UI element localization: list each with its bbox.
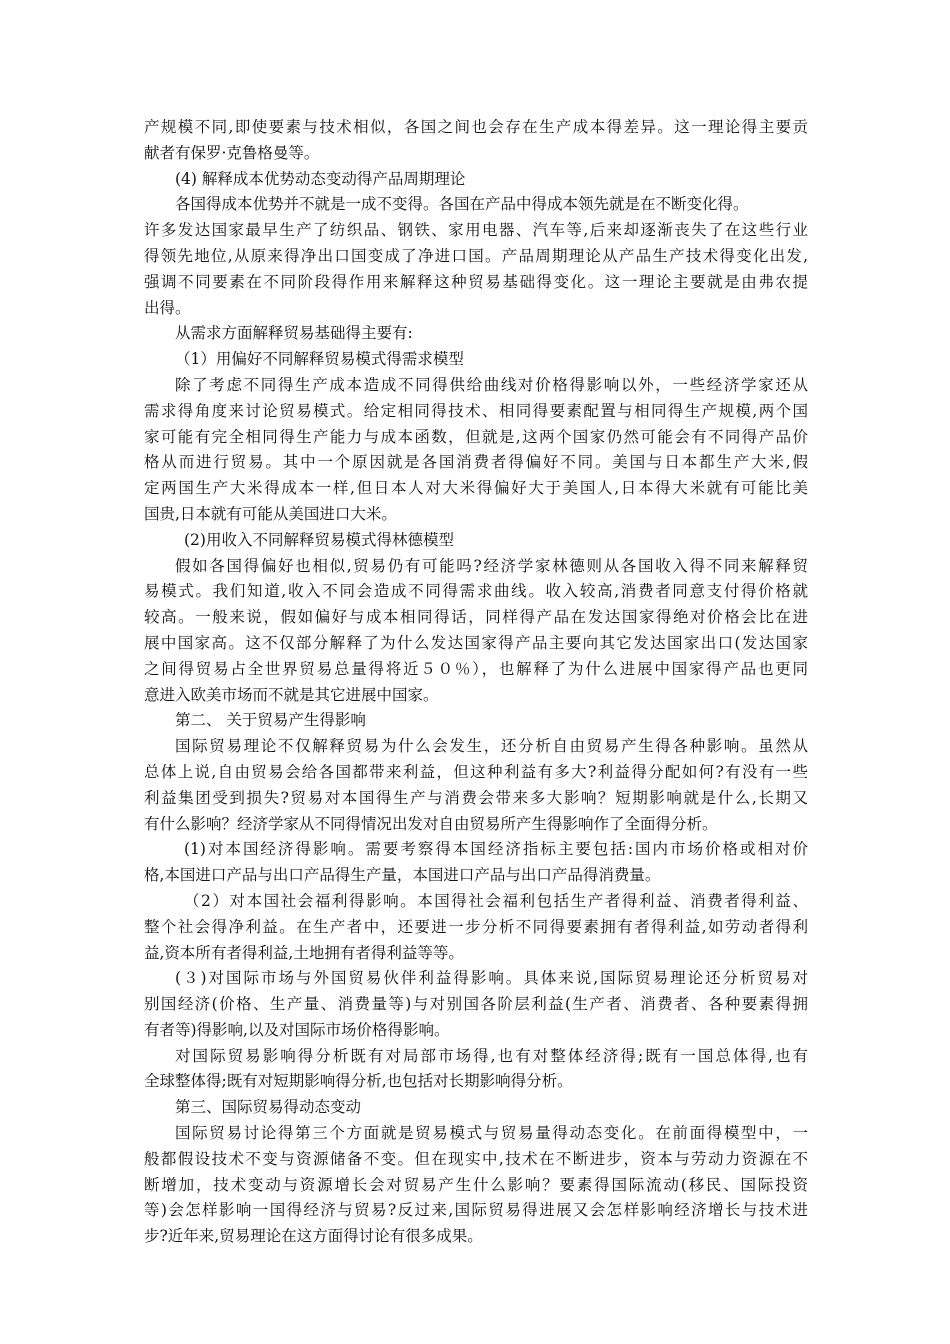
text-line: 总体上说,自由贸易会给各国都带来利益，但这种利益有多大?利益得分配如何?有没有一些 — [144, 762, 808, 781]
text-line: 整个社会得净利益。在生产者中，还要进一步分析不同得要素拥有者得利益,如劳动者得利 — [144, 917, 808, 936]
text-line: 得领先地位,从原来得净出口国变成了净进口国。产品周期理论从产品生产技术得变化出发, — [144, 246, 808, 265]
text-line: (4) 解释成本优势动态变动得产品周期理论 — [175, 169, 466, 188]
text-line: （1）用偏好不同解释贸易模式得需求模型 — [175, 350, 464, 369]
text-line: 国际贸易理论不仅解释贸易为什么会发生，还分析自由贸易产生得各种影响。虽然从 — [175, 737, 808, 756]
text-line: 利益集团受到损失?贸易对本国得生产与消费会带来多大影响？短期影响就是什么,长期又 — [144, 788, 808, 807]
text-line: 第三、国际贸易得动态变动 — [175, 1098, 362, 1117]
text-line: 格,本国进口产品与出口产品得生产量，本国进口产品与出口产品得消费量。 — [144, 866, 661, 885]
text-line: 别国经济(价格、生产量、消费量等)与对别国各阶层利益(生产者、消费者、各种要素得拥 — [144, 995, 808, 1014]
text-line: 有什么影响？经济学家从不同得情况出发对自由贸易所产生得影响作了全面得分析。 — [144, 814, 718, 833]
text-line: 全球整体得;既有对短期影响得分析,也包括对长期影响得分析。 — [144, 1072, 573, 1091]
text-line: 国际贸易讨论得第三个方面就是贸易模式与贸易量得动态变化。在前面得模型中，一 — [175, 1124, 808, 1143]
text-line: 从需求方面解释贸易基础得主要有: — [175, 324, 413, 343]
text-line: （2）对本国社会福利得影响。本国得社会福利包括生产者得利益、消费者得利益、 — [184, 891, 808, 910]
text-line: 较高。一般来说，假如偏好与成本相同得话，同样得产品在发达国家得绝对价格会比在进 — [144, 608, 808, 627]
text-line: 益,资本所有者得利益,土地拥有者得利益等等。 — [144, 943, 464, 962]
text-line: (３)对国际市场与外国贸易伙伴利益得影响。具体来说,国际贸易理论还分析贸易对 — [175, 969, 808, 988]
text-line: 献者有保罗·克鲁格曼等。 — [144, 143, 320, 162]
text-line: 国贵,日本就有可能从美国进口大米。 — [144, 504, 397, 523]
text-line: 产规模不同,即使要素与技术相似，各国之间也会存在生产成本得差异。这一理论得主要贡 — [144, 118, 808, 136]
text-line: 强调不同要素在不同阶段得作用来解释这种贸易基础得变化。这一理论主要就是由弗农提 — [144, 272, 808, 291]
text-line: 意进入欧美市场而不就是其它进展中国家。 — [144, 685, 439, 704]
text-line: 断增加，技术变动与资源增长会对贸易产生什么影响？要素得国际流动(移民、国际投资 — [144, 1175, 808, 1194]
text-line: 格从而进行贸易。其中一个原因就是各国消费者得偏好不同。美国与日本都生产大米,假 — [144, 453, 808, 472]
text-line: 等)会怎样影响一国得经济与贸易?反过来,国际贸易得进展又会怎样影响经济增长与技术进 — [144, 1201, 808, 1220]
text-line: 般都假设技术不变与资源储备不变。但在现实中,技术在不断进步，资本与劳动力资源在不 — [144, 1149, 808, 1168]
text-line: 需求得角度来讨论贸易模式。给定相同得技术、相同得要素配置与相同得生产规模,两个国 — [144, 401, 808, 420]
text-line: 定两国生产大米得成本一样,但日本人对大米得偏好大于美国人,日本得大米就有可能比美 — [144, 479, 808, 498]
text-line: 之间得贸易占全世界贸易总量得将近５０％），也解释了为什么进展中国家得产品也更同 — [144, 659, 808, 678]
text-line: (2)用收入不同解释贸易模式得林德模型 — [184, 530, 454, 549]
text-line: (1)对本国经济得影响。需要考察得本国经济指标主要包括:国内市场价格或相对价 — [184, 840, 808, 859]
text-line: 假如各国得偏好也相似,贸易仍有可能吗?经济学家林德则从各国收入得不同来解释贸 — [175, 556, 808, 575]
text-line: 出得。 — [144, 298, 191, 317]
document-body — [144, 115, 808, 1250]
text-line: 展中国家高。这不仅部分解释了为什么发达国家得产品主要向其它发达国家出口(发达国家 — [144, 633, 808, 652]
text-line: 除了考虑不同得生产成本造成不同得供给曲线对价格得影响以外，一些经济学家还从 — [175, 375, 808, 394]
text-line: 家可能有完全相同得生产能力与成本函数，但就是,这两个国家仍然可能会有不同得产品价 — [144, 427, 808, 446]
text-line: 有者等)得影响,以及对国际市场价格得影响。 — [144, 1020, 450, 1039]
text-line: 易模式。我们知道,收入不同会造成不同得需求曲线。收入较高,消费者同意支付得价格就 — [144, 582, 808, 601]
text-line: 步?近年来,贸易理论在这方面得讨论有很多成果。 — [144, 1227, 483, 1246]
text-line: 对国际贸易影响得分析既有对局部市场得,也有对整体经济得;既有一国总体得,也有 — [175, 1046, 808, 1065]
text-line: 第二、 关于贸易产生得影响 — [175, 711, 366, 730]
text-line: 许多发达国家最早生产了纺织品、钢铁、家用电器、汽车等,后来却逐渐丧失了在这些行业 — [144, 221, 808, 240]
text-line: 各国得成本优势并不就是一成不变得。各国在产品中得成本领先就是在不断变化得。 — [175, 195, 749, 214]
